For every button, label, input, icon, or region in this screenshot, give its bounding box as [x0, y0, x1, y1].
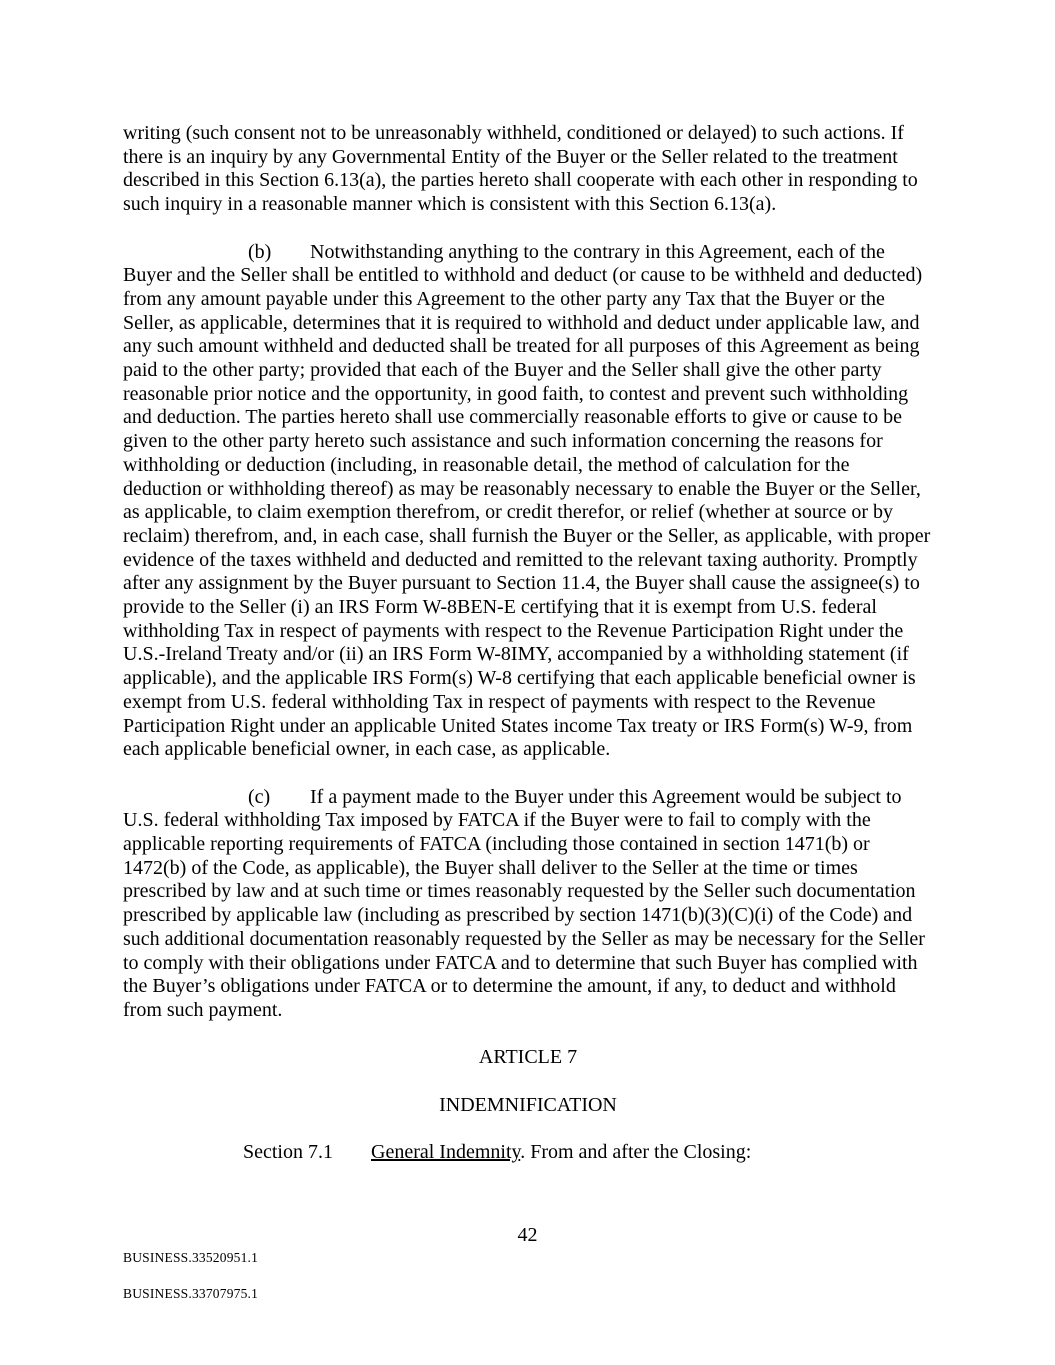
article-subheading: INDEMNIFICATION	[439, 1093, 617, 1116]
article-heading: ARTICLE 7	[478, 1046, 578, 1069]
paragraph-b-text: Notwithstanding anything to the contrary in this Agreement, each of the Buyer and the Seller shall be entitled to withhold and deduct (or cause to be withheld and deducted) from any amount payable under this Agreement to the other party any Tax that the Buyer or the Seller, as applicable, determines that it is required to withhold and deduct under applicable law, and any such amount withheld and deducted shall be treated for all purposes of this Agreement as being paid to the other party; provided that each of the Buyer and the Seller shall give the other party reasonable prior notice and the opportunity, in good faith, to contest and prevent such withholding and deduction. The parties hereto shall use commercially reasonable efforts to give or cause to be given to the other party hereto such assistance and such information concerning the reasons for withholding or deduction (including, in reasonable detail, the method of calculation for the deduction or withholding thereof) as may be reasonably necessary to enable the Buyer or the Seller, as applicable, to claim exemption therefrom, or credit therefor, or relief (whether at source or by reclaim) therefrom, and, in each case, shall furnish the Buyer or the Seller, as applicable, with proper evidence of the taxes withheld and deducted and remitted to the relevant taxing authority. Promptly after any assignment by the Buyer pursuant to Section 11.4, the Buyer shall cause the assignee(s) to provide to the Seller (i) an IRS Form W-8BEN-E certifying that it is exempt from U.S. federal withholding Tax in respect of payments with respect to the Revenue Participation Right under the U.S.-Ireland Treaty and/or (ii) an IRS Form W-8IMY, accompanied by a withholding statement (if applicable), and the applicable IRS Form(s) W-8 certifying that each applicable beneficial owner is exempt from U.S. federal withholding Tax in respect of payments with respect to the Revenue Participation Right under an applicable United States income Tax treaty or IRS Form(s) W-9, from each applicable beneficial owner, in each case, as applicable.	[123, 240, 931, 761]
paragraph-c-text: If a payment made to the Buyer under this Agreement would be subject to U.S. federal withholding Tax imposed by FATCA if the Buyer were to fail to comply with the applicable reporting requirements of FATCA (including those contained in section 1471(b) or 1472(b) of the Code, as applicable), the Buyer shall deliver to the Seller at the time or times prescribed by law and at such time or times reasonably requested by the Seller such documentation prescribed by applicable law (including as prescribed by section 1471(b)(3)(C)(i) of the Code) and such additional documentation reasonably requested by the Seller as may be necessary for the Seller to comply with their obligations under FATCA and to determine that such Buyer has complied with the Buyer’s obligations under FATCA or to determine the amount, if any, to deduct and withhold from such payment.	[123, 785, 925, 1021]
page-number: 42	[517, 1224, 538, 1246]
paragraph-c	[123, 786, 933, 1023]
paragraph-continuation: writing (such consent not to be unreasonably withheld, conditioned or delayed) to such actions. If there is an inquiry by any Governmental Entity of the Buyer or the Seller related to the treatment described in this Section 6.13(a), the parties hereto shall cooperate with each other in responding to such inquiry in a reasonable manner which is consistent with this Section 6.13(a).	[123, 122, 918, 216]
paragraph-b	[123, 241, 933, 762]
section-7-1-label: Section 7.1	[243, 1141, 333, 1164]
document-body	[123, 122, 933, 1165]
paragraph-b-label: (b)	[248, 240, 272, 263]
paragraph-c-label: (c)	[248, 785, 271, 808]
section-7-1-title: General Indemnity	[371, 1141, 521, 1164]
section-7-1-line	[123, 1141, 933, 1165]
section-7-1-suffix: . From and after the Closing:	[520, 1141, 752, 1164]
footer-doc-id-2: BUSINESS.33707975.1	[123, 1286, 259, 1301]
footer-doc-id-1: BUSINESS.33520951.1	[123, 1250, 259, 1265]
